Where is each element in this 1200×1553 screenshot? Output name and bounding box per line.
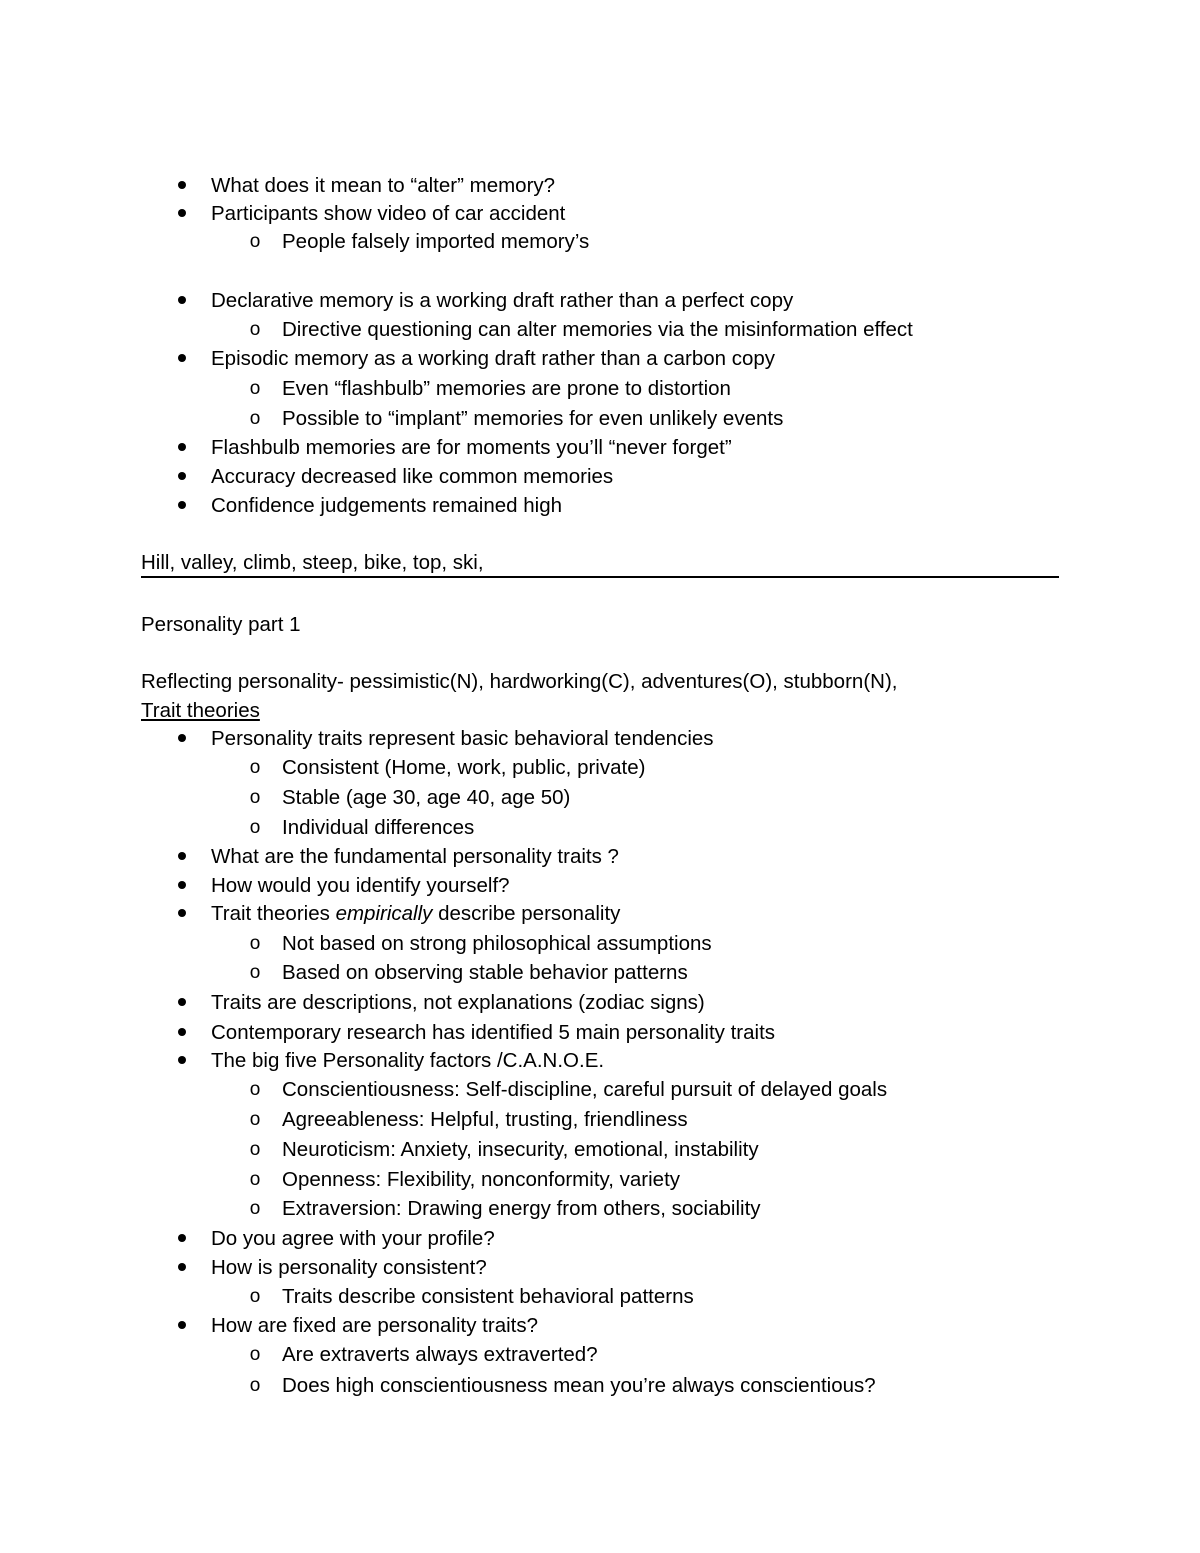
sub-bullet-marker: o [249,231,261,252]
sub-bullet-text: Directive questioning can alter memories via the misinformation effect [282,318,913,341]
bullet-text: Flashbulb memories are for moments you’ll “never forget” [211,436,732,459]
bullet-text-part: Trait theories [211,902,336,925]
bullet-text: How is personality consistent? [211,1256,487,1279]
section-heading-text: Personality part 1 [141,613,301,636]
sub-bullet-marker: o [249,378,261,399]
sub-bullet-text: Not based on strong philosophical assumptions [282,932,712,955]
sub-bullet-marker: o [249,408,261,429]
bullet-marker [172,199,192,229]
horizontal-rule [141,576,1059,578]
sub-bullet-text: Possible to “implant” memories for even unlikely events [282,407,784,430]
bullet-text: Personality traits represent basic behavioral tendencies [211,727,714,750]
bullet-marker [172,899,192,929]
sub-bullet-text: Openness: Flexibility, nonconformity, variety [282,1168,681,1191]
bullet-marker [172,1046,192,1076]
bullet-marker [172,1253,192,1283]
subheading-text: Trait theories [141,699,260,722]
bullet-text: Episodic memory as a working draft rather than a carbon copy [211,347,776,370]
sub-bullet-marker: o [249,1286,261,1307]
emphasis-text: empirically [335,902,433,925]
word-list-text: Hill, valley, climb, steep, bike, top, ski, [141,551,484,574]
bullet-marker [172,1018,192,1048]
bullet-marker [172,871,192,901]
bullet-text: What does it mean to “alter” memory? [211,174,556,197]
bullet-text: Confidence judgements remained high [211,494,563,517]
sub-bullet-text: Consistent (Home, work, public, private) [282,756,646,779]
sub-bullet-marker: o [249,933,261,954]
sub-bullet-text: Does high conscientiousness mean you’re always conscientious? [282,1374,876,1397]
bullet-text: Do you agree with your profile? [211,1227,495,1250]
sub-bullet-marker: o [249,319,261,340]
sub-bullet-text: People falsely imported memory’s [282,230,590,253]
sub-bullet-text: Extraversion: Drawing energy from others, sociability [282,1197,761,1220]
sub-bullet-marker: o [249,1198,261,1219]
sub-bullet-marker: o [249,1109,261,1130]
bullet-marker [172,988,192,1018]
bullet-marker [172,1311,192,1341]
bullet-text: Accuracy decreased like common memories [211,465,614,488]
sub-bullet-text: Conscientiousness: Self-discipline, careful pursuit of delayed goals [282,1078,888,1101]
sub-bullet-text: Traits describe consistent behavioral patterns [282,1285,694,1308]
sub-bullet-marker: o [249,787,261,808]
bullet-marker [172,171,192,201]
bullet-text: The big five Personality factors /C.A.N.O.E. [211,1049,605,1072]
bullet-marker [172,344,192,374]
bullet-marker [172,842,192,872]
sub-bullet-marker: o [249,757,261,778]
sub-bullet-text: Individual differences [282,816,475,839]
sub-bullet-marker: o [249,1139,261,1160]
sub-bullet-marker: o [249,962,261,983]
sub-bullet-marker: o [249,1344,261,1365]
paragraph-text: Reflecting personality- pessimistic(N), hardworking(C), adventures(O), stubborn(N), [141,670,898,693]
bullet-text: Declarative memory is a working draft rather than a perfect copy [211,289,794,312]
sub-bullet-marker: o [249,1079,261,1100]
sub-bullet-text: Even “flashbulb” memories are prone to distortion [282,377,731,400]
bullet-marker [172,724,192,754]
bullet-text: How would you identify yourself? [211,874,510,897]
sub-bullet-text: Based on observing stable behavior patterns [282,961,688,984]
bullet-text-part: describe personality [432,902,621,925]
bullet-text: Traits are descriptions, not explanations (zodiac signs) [211,991,705,1014]
sub-bullet-marker: o [249,1375,261,1396]
bullet-marker [172,286,192,316]
sub-bullet-text: Are extraverts always extraverted? [282,1343,598,1366]
bullet-marker [172,491,192,521]
bullet-marker [172,433,192,463]
sub-bullet-text: Neuroticism: Anxiety, insecurity, emotional, instability [282,1138,759,1161]
sub-bullet-marker: o [249,1169,261,1190]
sub-bullet-text: Stable (age 30, age 40, age 50) [282,786,571,809]
bullet-marker [172,462,192,492]
bullet-text: What are the fundamental personality traits ? [211,845,619,868]
sub-bullet-text: Agreeableness: Helpful, trusting, friendliness [282,1108,688,1131]
bullet-text: How are fixed are personality traits? [211,1314,539,1337]
bullet-marker [172,1224,192,1254]
sub-bullet-marker: o [249,817,261,838]
bullet-text: Participants show video of car accident [211,202,566,225]
bullet-text [211,899,620,929]
bullet-text: Contemporary research has identified 5 main personality traits [211,1021,776,1044]
